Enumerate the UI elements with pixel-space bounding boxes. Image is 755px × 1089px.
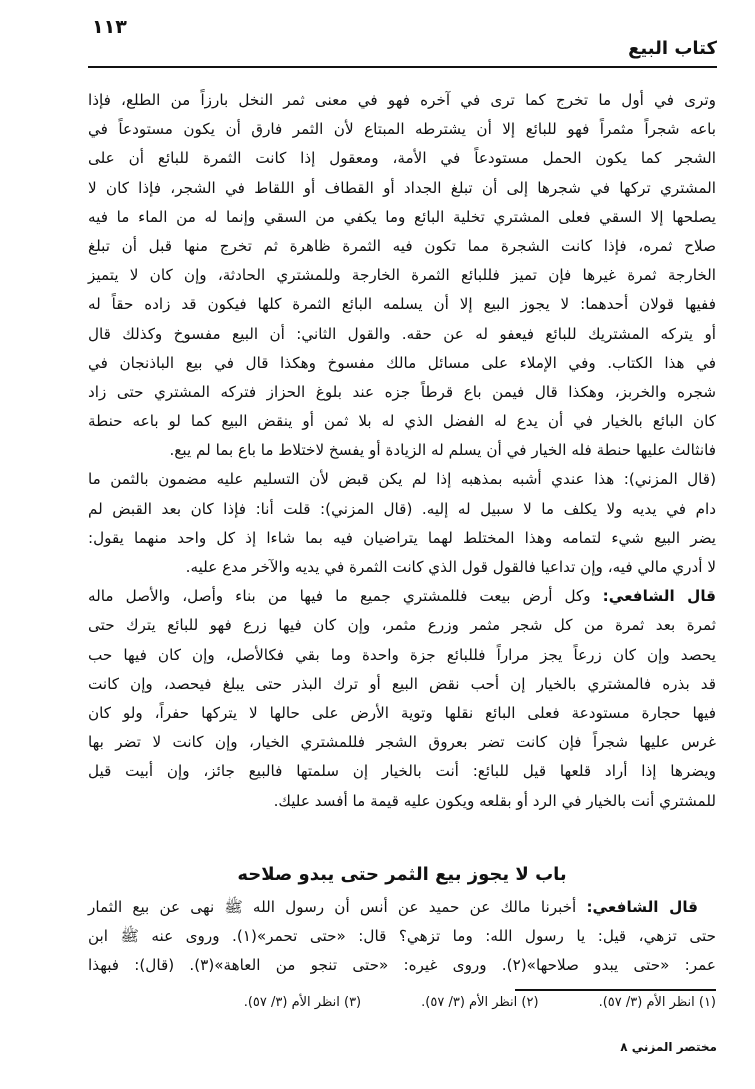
line-text: يصلحها إلا السقي فعلى المشتري تخلية البائع وما يكفي من السقي وإنما له من الماء ما فيه xyxy=(88,207,716,226)
section-heading: باب لا يجوز بيع الثمر حتى يبدو صلاحه xyxy=(237,864,567,885)
footnote-rule xyxy=(515,989,716,991)
text-line xyxy=(88,144,716,173)
text-line xyxy=(88,582,716,611)
text-line xyxy=(88,378,716,407)
text-line xyxy=(88,465,716,494)
text-line xyxy=(88,728,716,757)
text-line xyxy=(88,611,716,640)
line-text: وترى في أول ما تخرج كما ترى في آخره فهو في معنى ثمر النخل بارزاً من الطلع، فإذا xyxy=(88,91,716,109)
line-text: يحصد وإن كان زرعاً يجز مراراً فللبائع جزة واحدة وما بقي فكالأصل، وإن كان فيها حب xyxy=(88,645,716,664)
line-text: صلاح ثمره، فإذا كانت الشجرة مما تكون فيه الثمرة ظاهرة ثم تخرج منها قبل أن تبلغ xyxy=(88,236,716,255)
body-text xyxy=(88,86,716,816)
text-line xyxy=(88,951,716,980)
header-rule xyxy=(88,66,717,68)
section-text xyxy=(88,893,716,981)
line-text: ففيها قولان أحدهما: لا يجوز البيع إلا أن يسلمه البائع الثمرة كلها فيكون قد زاده حقاً له xyxy=(88,295,716,314)
line-text: يضر البيع شيء لتمامه وهذا المختلط لهما يتراضيان فيه بما شاءا إذ كل واحد منهما يقول: xyxy=(88,528,716,547)
text-line xyxy=(88,757,716,786)
line-text: الخارجة ثمرة غيرها فإن تميز فللبائع الثمرة الخارجة وللمشتري الحادثة، وإن كان لا يتميز xyxy=(88,266,716,285)
text-line xyxy=(88,261,716,290)
line-text: شجره والخربز، وهكذا قال فيمن باع قرطاً جزه عند بلوغ الحزاز فتركه المشتري حتى زاد xyxy=(88,382,716,401)
line-text: قد بذره فالمشتري بالخيار إن أحب نقض البيع أو ترك البذر حتى يبلغ فيحصد، وإن كانت xyxy=(88,674,716,693)
text-line xyxy=(88,553,716,582)
line-text: المشتري تركها في شجرها إلى أن تبلغ الجداد أو القطاف أو اللقاط في الشجر، فإذا كان لا xyxy=(88,178,716,197)
line-text: غرس عليها شجراً فإن كانت تضر بعروق الشجر فللمشتري الخيار، وإن كانت لا تضر بها xyxy=(88,733,716,752)
text-line xyxy=(88,115,716,144)
page-number: ١١٣ xyxy=(92,16,127,38)
line-text: للمشتري أنت بالخيار في الرد أو بقلعه ويكون عليه قيمة ما أفسد عليك. xyxy=(273,791,716,810)
footnote-2: (٢) انظر الأم (٣/ ٥٧). xyxy=(421,995,539,1010)
line-text: أخبرنا مالك عن حميد عن أنس أن رسول الله ﷺ نهى عن بيع الثمار xyxy=(88,898,587,916)
line-text: باعه شجراً مثمراً فهو للبائع إلا أن يشترطه المبتاع لأن الثمر فارق أن يكون مستودعاً في xyxy=(88,120,716,139)
text-line xyxy=(88,670,716,699)
footnotes xyxy=(88,995,716,1010)
text-line xyxy=(88,174,716,203)
text-line xyxy=(88,349,716,378)
text-line xyxy=(88,922,716,951)
speaker-label: قال الشافعي: xyxy=(586,898,698,916)
signature-mark: مختصر المزني ٨ xyxy=(620,1040,717,1054)
line-text: فيها حجارة مستودعة فعلى البائع نقلها وتوية الأرض على حالها لا يتركها حفراً، ولو كان xyxy=(88,703,716,722)
line-text: عمر: «حتى يبدو صلاحها»(٢). وروى غيره: «حتى تنجو من العاهة»(٣). (قال): فبهذا xyxy=(88,956,716,975)
text-line xyxy=(88,232,716,261)
text-line xyxy=(88,86,716,115)
line-text: دام في يديه ولا يكلف ما لا سبيل له إليه. (قال المزني): قلت أنا: فإذا كان بعد القبض لم xyxy=(88,499,716,518)
line-text: حتى تزهي، قيل: يا رسول الله: وما تزهي؟ قال: «حتى تحمر»(١). وروى عنه ﷺ ابن xyxy=(88,927,716,946)
line-text: في هذا الكتاب. وفي الإملاء على مسائل مالك مفسوخ وهكذا قال في بيع الباذنجان في xyxy=(88,353,716,372)
line-text: فانثالث عليها حنطة فله الخيار في أن يسلم له الزيادة أو يفسخ لاختلاط ما باع بما لم يبع. xyxy=(169,441,716,460)
line-text: الشجر كما يكون الحمل مستودعاً في الأمة، ومعقول إذا كانت الثمرة للبائع أن على xyxy=(88,149,716,168)
text-line xyxy=(88,893,716,922)
text-line xyxy=(88,524,716,553)
line-text: وكل أرض بيعت فللمشتري جميع ما فيها من بناء وأصل، والأصل ماله xyxy=(88,587,603,606)
text-line xyxy=(88,436,716,465)
footnote-3: (٣) انظر الأم (٣/ ٥٧). xyxy=(243,995,362,1010)
footnote-1: (١) انظر الأم (٣/ ٥٧). xyxy=(598,995,716,1010)
text-line xyxy=(88,407,716,436)
text-line xyxy=(88,495,716,524)
line-text: كان البائع بالخيار في أن يدع له الفضل الذي له بلا ثمن أو ينقض البيع كما لو باعه حنطة xyxy=(88,412,716,431)
speaker-label: قال الشافعي: xyxy=(602,587,716,606)
line-text: أو يتركه المشتريك للبائع فيعفو له عن حقه. والقول الثاني: أن البيع مفسوخ وكذلك قال xyxy=(88,324,716,343)
text-line xyxy=(88,290,716,319)
text-line xyxy=(88,641,716,670)
text-line xyxy=(88,699,716,728)
line-text: ثمرة بعد ثمرة من كل شجر مثمر وزرع مثمر، وإن كان فيها زرع فهو للبائع يترك حتى xyxy=(88,616,716,635)
text-line xyxy=(88,203,716,232)
text-line xyxy=(88,320,716,349)
line-text: (قال المزني): هذا عندي أشبه بمذهبه إذا لم يكن قبض لأن التسليم عليه مضمون بالثمن ما xyxy=(88,470,716,489)
running-head: كتاب البيع xyxy=(628,38,717,59)
line-text: لا أدري مالي فيه، وإن تداعيا فالقول قول الذي كانت الثمرة في يديه والآخر مدع عليه. xyxy=(185,558,716,576)
text-line xyxy=(88,787,716,816)
line-text: ويضرها إذا أراد قلعها قيل للبائع: أنت بالخيار إن سلمتها فالبيع جائز، وإن أبيت قيل xyxy=(88,762,716,781)
